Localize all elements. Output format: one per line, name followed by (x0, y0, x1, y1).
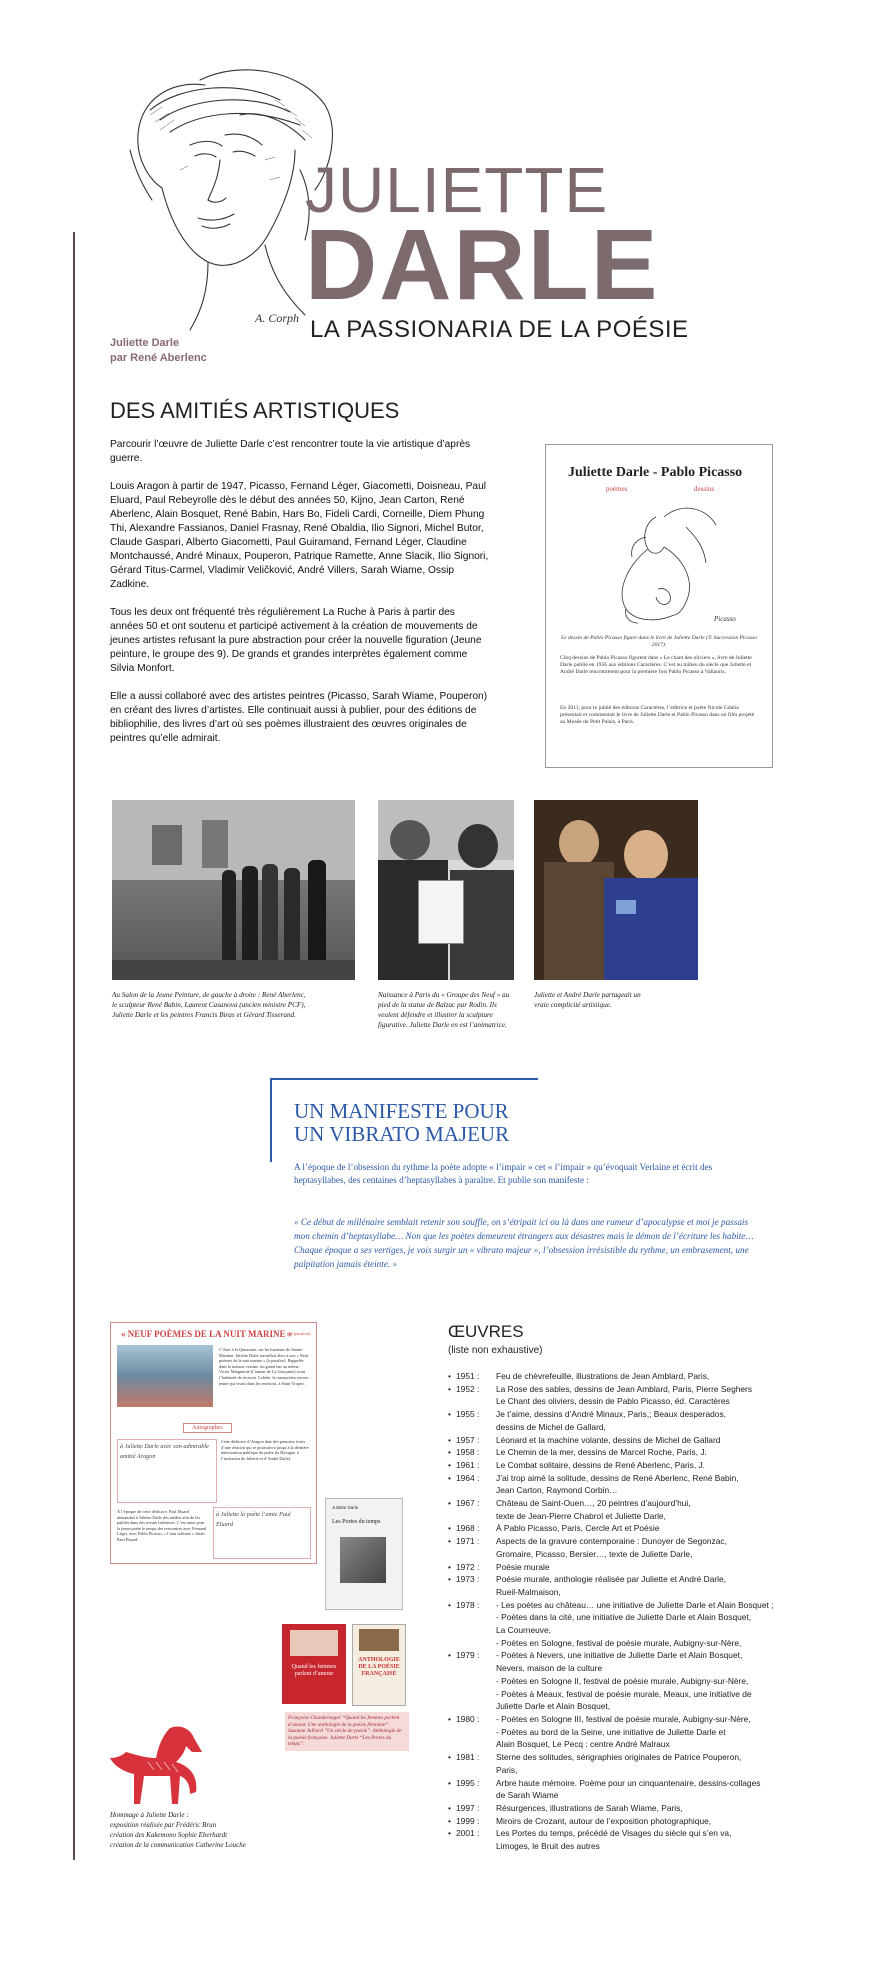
nuit-card-tag: (1ʳᵉ parution) (287, 1331, 311, 1336)
picasso-caption-p1: Cinq dessins de Pablo Picasso figurent dans « Le chant des oliviers », livre de Juliette Darle publié en 1956 aux éditions Caractères. C’est au milieu du siècle que Juliette et André Darle rencontrèrent pour la première fois Pablo Picasso à Vallauris. (560, 655, 752, 675)
oeuvre-year (456, 1548, 496, 1561)
oeuvre-text: Sterne des solitudes, sérigraphies originales de Patrice Pouperon, (496, 1752, 742, 1763)
oeuvre-text: - Poètes en Sologne II, festival de poésie murale, Aubigny-sur-Nère, (496, 1675, 749, 1686)
salon-photo-caption: Au Salon de la Jeune Peinture, de gauche à droite : René Aberlenc, le sculpteur René Babin, Laurent Casanova (ancien ministre PCF), Juliette Darle et les peintres Francis Biras et Gérard Tisserand. (112, 991, 306, 1019)
oeuvre-item (448, 1840, 788, 1853)
portrait-caption-author: par René Aberlenc (110, 352, 207, 364)
oeuvre-text: Arbre haute mémoire. Poème pour un cinquantenaire, dessins-collages (496, 1777, 761, 1788)
oeuvre-item (448, 1713, 788, 1726)
oeuvre-text: La Rose des sables, dessins de Jean Amblard, Paris, Pierre Seghers (496, 1383, 753, 1394)
oeuvre-year: 1979 : (456, 1650, 480, 1661)
bullet-icon: • (448, 1472, 451, 1483)
oeuvre-year (456, 1726, 496, 1739)
oeuvre-text: Juliette Darle et Alain Bosquet, (496, 1701, 611, 1712)
picasso-card-poems-label: poèmes (606, 485, 628, 493)
credits-line: création de la communication Catherine Louche (110, 1841, 246, 1849)
oeuvre-item (448, 1599, 788, 1612)
book-anthologie (352, 1624, 406, 1706)
bullet-icon (448, 1395, 456, 1408)
section-heading: DES AMITIÉS ARTISTIQUES (110, 398, 400, 423)
oeuvre-year (456, 1637, 496, 1650)
nuit-card-autographs-label: Autographes (183, 1423, 232, 1433)
books-caption: Françoise Chandernagor “Quand les femmes parlent d’amour. Une anthologie de la poésie féminine” Suzanne Julliard “Un siècle de poésie”. Anthologie de la poésie française. Juliette Darle “Les Portes du temps”. (285, 1712, 409, 1751)
oeuvre-text: Aspects de la gravure contemporaine : Dunoyer de Segonzac, (496, 1536, 727, 1547)
bullet-icon: • (448, 1777, 451, 1788)
bullet-icon: • (448, 1536, 451, 1547)
bullet-icon (448, 1548, 456, 1561)
oeuvre-text: Les Portes du temps, précédé de Visages du siècle qui s’en va, (496, 1828, 732, 1839)
oeuvre-item (448, 1522, 788, 1535)
manifesto-heading (294, 1100, 509, 1146)
bullet-icon: • (448, 1752, 451, 1763)
book1-author: Juliette Darle (332, 1505, 359, 1510)
oeuvre-item (448, 1370, 788, 1383)
oeuvre-text: Château de Saint-Ouen…, 20 peintres d’aujourd’hui, (496, 1498, 691, 1509)
oeuvre-year: 1958 : (456, 1447, 480, 1458)
oeuvre-text: Poésie murale, anthologie réalisée par Juliette et André Darle, (496, 1574, 726, 1585)
oeuvre-item (448, 1383, 788, 1396)
bullet-icon (448, 1738, 456, 1751)
oeuvre-item (448, 1510, 788, 1523)
title-last-name: DARLE (305, 209, 660, 321)
bullet-icon: • (448, 1574, 451, 1585)
manifesto-heading-line1: UN MANIFESTE POUR (294, 1099, 509, 1123)
nuit-card-title: « NEUF POÈMES DE LA NUIT MARINE » (121, 1329, 293, 1339)
title-first-name: JULIETTE (305, 154, 609, 226)
oeuvre-year: 1957 : (456, 1434, 480, 1445)
bullet-icon (448, 1586, 456, 1599)
oeuvre-item (448, 1751, 788, 1764)
bullet-icon (448, 1726, 456, 1739)
salon-photo (112, 800, 355, 980)
oeuvre-year: 1952 : (456, 1383, 480, 1394)
oeuvre-year: 1951 : (456, 1371, 480, 1381)
red-horse-image (100, 1718, 210, 1806)
section-body (110, 438, 490, 760)
page-subtitle: LA PASSIONARIA DE LA POÉSIE (310, 316, 689, 343)
oeuvre-text: Rueil-Malmaison, (496, 1586, 561, 1597)
oeuvre-item (448, 1548, 788, 1561)
oeuvre-text: Léonard et la machine volante, dessins de Michel de Gallard (496, 1434, 721, 1445)
oeuvre-item (448, 1586, 788, 1599)
oeuvre-text: Le Chant des oliviers, dessin de Pablo Picasso, éd. Caractères (496, 1396, 730, 1407)
groupe-des-neuf-photo (378, 800, 514, 980)
oeuvre-year (456, 1586, 496, 1599)
oeuvre-year (456, 1611, 496, 1624)
oeuvre-text: Le Chemin de la mer, dessins de Marcel Roche, Paris, J. (496, 1447, 707, 1458)
oeuvre-year: 1955 : (456, 1409, 480, 1420)
oeuvre-text: texte de Jean-Pierre Chabrol et Juliette Darle, (496, 1510, 666, 1521)
oeuvre-year: 1971 : (456, 1536, 480, 1547)
bullet-icon: • (448, 1650, 451, 1661)
manifesto-heading-line2: UN VIBRATO MAJEUR (294, 1122, 510, 1146)
picasso-caption-p2: En 2011, pour le jubilé des éditions Caractères, l’éditrice et poète Nicole Gdalia présentait et commentait le livre de Juliette Darle et Pablo Picasso dans un film projeté au Musée du Petit Palais, à Paris. (560, 705, 755, 725)
oeuvre-year: 1968 : (456, 1523, 480, 1534)
oeuvre-item (448, 1459, 788, 1472)
oeuvre-text: Alain Bosquet, Le Pecq : centre André Malraux (496, 1739, 670, 1750)
nuit-card-text2: Cette dédicace d’Aragon date des premiers écrits d’une relation qui se poursuivra jusqu’à la dernière intervention publique du poète (la Bologne, à l’invitation de Juliette et d’André Darle). (221, 1439, 309, 1461)
oeuvre-item (448, 1777, 788, 1790)
bullet-icon: • (448, 1447, 451, 1458)
picasso-card-drawings-label: dessins (694, 485, 715, 493)
oeuvre-item (448, 1738, 788, 1751)
bullet-icon: • (448, 1409, 451, 1420)
bullet-icon: • (448, 1815, 451, 1826)
oeuvre-year: 1995 : (456, 1777, 480, 1788)
book-quand-les-femmes (282, 1624, 346, 1704)
oeuvre-item (448, 1764, 788, 1777)
nuit-card-text1: C’était à la Quintonia, sur les hauteurs de Sainte-Maxime. Juliette Darle travaillait alors à son « Neuf poèmes de la nuit marine » (à paraître). Rappelée dans la maison voisine, un grand bar au même, Victor Marguerite (l’auteur de La Garçonne) avait l’habitude de recevoir Colette, la romancière encore jeune qui vivait dans les environs, à Saint-Tropez. (219, 1347, 309, 1386)
oeuvre-text: Gromaire, Picasso, Bersier…, texte de Juliette Darle, (496, 1548, 693, 1559)
groupe-des-neuf-caption: Naissance à Paris du « Groupe des Neuf » au pied de la statue de Balzac par Rodin. Ils veulent défendre et illustrer la sculpture figurative. Juliette Darle en est l’animatrice. (378, 991, 510, 1029)
bullet-icon (448, 1764, 456, 1777)
oeuvre-year: 1981 : (456, 1752, 480, 1763)
oeuvre-item (448, 1662, 788, 1675)
oeuvre-text: - Poètes dans la cité, une initiative de Juliette Darle et Alain Bosquet, (496, 1612, 752, 1623)
bullet-icon (448, 1688, 456, 1701)
oeuvre-year: 1980 : (456, 1713, 480, 1724)
oeuvre-text: - Poètes en Sologne III, festival de poésie murale, Aubigny-sur-Nère, (496, 1713, 751, 1724)
paragraph: Tous les deux ont fréquenté très régulièrement La Ruche à Paris à partir des années 50 et ont soutenu et participé activement à la création de mouvements de jeunes artistes refusant la pure abstraction pour créer la nouvelle figuration (Jeune peinture, le groupe des 9). De grands et grandes interprètes également comme Silvia Monfort. (110, 607, 482, 674)
oeuvre-year (456, 1675, 496, 1688)
bullet-icon (448, 1662, 456, 1675)
oeuvre-item (448, 1675, 788, 1688)
oeuvre-text: dessins de Michel de Gallard, (496, 1421, 606, 1432)
oeuvre-item (448, 1688, 788, 1701)
portrait-signature: A. Corph (255, 311, 300, 325)
credits-line: exposition réalisée par Frédéric Brun (110, 1821, 217, 1829)
oeuvre-item (448, 1408, 788, 1421)
oeuvre-year (456, 1662, 496, 1675)
oeuvre-year: 1961 : (456, 1459, 480, 1470)
book3-title: ANTHOLOGIE DE LA POÉSIE FRANÇAISE (358, 1657, 400, 1677)
bullet-icon: • (448, 1523, 451, 1534)
oeuvre-year (456, 1840, 496, 1853)
bullet-icon: • (448, 1383, 451, 1394)
oeuvre-item (448, 1802, 788, 1815)
vertical-rule (73, 232, 75, 1860)
nuit-card-photo (117, 1345, 213, 1407)
oeuvre-text: J’ai trop aimé la solitude, dessins de René Aberlenc, René Babin, (496, 1472, 739, 1483)
oeuvres-subheading: (liste non exhaustive) (448, 1345, 543, 1356)
oeuvre-text: Résurgences, illustrations de Sarah Wiame, Paris, (496, 1802, 683, 1813)
oeuvre-item (448, 1611, 788, 1624)
credits-line: Hommage à Juliette Darle : (110, 1811, 189, 1819)
nuit-card-text3: À l’époque de cette dédicace, Paul Eluard demandait à Juliette Darle des inédits afin de les publier dans des revues littéraires. C’est aussi pour la jeune poète le temps des rencontres avec Fernand Léger, avec Pablo Picasso, « l’ami solitaire » disait Paul Eluard. (117, 1509, 207, 1542)
oeuvre-text: Limoges, le Bruit des autres (496, 1841, 600, 1852)
picasso-caption-small: Le dessin de Pablo Picasso figure dans le livre de Juliette Darle (© Succession Picasso 2017). (561, 635, 757, 648)
bullet-icon: • (448, 1561, 451, 1572)
oeuvre-item (448, 1637, 788, 1650)
oeuvre-text: - Poètes en Sologne, festival de poésie murale, Aubigny-sur-Nère, (496, 1637, 742, 1648)
oeuvre-item (448, 1726, 788, 1739)
oeuvre-year (456, 1764, 496, 1777)
oeuvre-item (448, 1472, 788, 1485)
book2-title: Quand les femmes parlent d’amour (291, 1664, 337, 1677)
bullet-icon: • (448, 1599, 451, 1610)
picasso-card-title: Juliette Darle - Pablo Picasso (568, 465, 743, 480)
manifesto-quote: « Ce début de millénaire semblait retenir son souffle, on s’étripait ici ou là dans une rumeur d’apocalypse et moi je passais mon chemin d’heptasyllabe… Non que les poètes demeurent étrangers aux désastres mais le démon de l’écriture les habite… Chaque époque a ses vertiges, je vois surgir un « vibrato majeur », l’obsession irrésistible du rythme, un embrasement, une palpitation jamais éteinte. » (294, 1217, 754, 1269)
oeuvre-text: Le Combat solitaire, dessins de René Aberlenc, Paris, J. (496, 1459, 706, 1470)
oeuvre-item (448, 1446, 788, 1459)
bullet-icon: • (448, 1498, 451, 1509)
bullet-icon: • (448, 1802, 451, 1813)
oeuvre-text: - Les poètes au château… une initiative de Juliette Darle et Alain Bosquet ; (496, 1599, 774, 1610)
oeuvre-item (448, 1789, 788, 1802)
book1-title: Les Portes du temps (332, 1519, 381, 1525)
bullet-icon (448, 1421, 456, 1434)
bullet-icon (448, 1484, 456, 1497)
oeuvre-year: 1999 : (456, 1815, 480, 1826)
bullet-icon (448, 1789, 456, 1802)
oeuvre-text: Jean Carton, Raymond Corbin… (496, 1485, 618, 1496)
bullet-icon (448, 1700, 456, 1713)
portrait-caption-name: Juliette Darle (110, 337, 180, 349)
oeuvre-item (448, 1700, 788, 1713)
bullet-icon (448, 1675, 456, 1688)
oeuvre-item (448, 1561, 788, 1574)
oeuvre-text: Paris, (496, 1764, 518, 1775)
oeuvre-year (456, 1395, 496, 1408)
oeuvre-text: À Pablo Picasso, Paris, Cercle Art et Poésie (496, 1523, 660, 1534)
credits (110, 1810, 246, 1850)
oeuvre-year (456, 1789, 496, 1802)
oeuvre-year (456, 1510, 496, 1523)
oeuvre-text: Feu de chèvrefeuille, illustrations de Jean Amblard, Paris, (496, 1371, 710, 1381)
oeuvre-year (456, 1484, 496, 1497)
oeuvre-item (448, 1497, 788, 1510)
oeuvre-year: 1978 : (456, 1599, 480, 1610)
oeuvre-text: Je t’aime, dessins d’André Minaux, Paris,; Beaux desperados, (496, 1409, 726, 1420)
oeuvre-year (456, 1688, 496, 1701)
juliette-andre-photo (534, 800, 698, 980)
oeuvre-item (448, 1624, 788, 1637)
oeuvre-item (448, 1434, 788, 1447)
paragraph: Parcourir l’œuvre de Juliette Darle c’est rencontrer toute la vie artistique d’après guerre. (110, 439, 471, 464)
oeuvre-year: 1972 : (456, 1561, 480, 1572)
bullet-icon: • (448, 1828, 451, 1839)
nuit-marine-card (110, 1322, 317, 1564)
portrait-caption (110, 336, 207, 366)
bullet-icon (448, 1611, 456, 1624)
bullet-icon (448, 1624, 456, 1637)
bullet-icon: • (448, 1713, 451, 1724)
picasso-book-card (545, 444, 773, 768)
bullet-icon: • (448, 1434, 451, 1445)
oeuvre-item (448, 1421, 788, 1434)
picasso-drawing-image (586, 497, 736, 627)
oeuvre-text: Miroirs de Crozant, autour de l’exposition photographique, (496, 1815, 712, 1826)
paragraph: Elle a aussi collaboré avec des artistes peintres (Picasso, Sarah Wiame, Pouperon) en créant des livres d’artistes. Elle continuait aussi à publier, pour des éditions de bibliophilie, des livres d’art où ses poèmes illustraient des œuvres originales de peintres qu’elle admirait. (110, 691, 488, 744)
oeuvre-text: Poésie murale (496, 1561, 550, 1572)
oeuvre-item (448, 1649, 788, 1662)
oeuvre-year (456, 1624, 496, 1637)
oeuvres-list (448, 1370, 788, 1853)
manifesto-intro: A l’époque de l’obsession du rythme la poète adopte « l’impair » cet « l’impair » qu’évoquait Verlaine et écrit des heptasyllabes, des centaines d’heptasyllabes à paraître. Et publie son manifeste : (294, 1162, 713, 1185)
oeuvre-text: - Poètes à Meaux, festival de poésie murale, Meaux, une initiative de (496, 1688, 752, 1699)
oeuvre-year: 2001 : (456, 1828, 480, 1839)
oeuvres-heading: ŒUVRES (448, 1322, 524, 1341)
oeuvre-item (448, 1484, 788, 1497)
aragon-autograph: à Juliette Darle avec son admirable amitié Aragon (117, 1439, 217, 1503)
bullet-icon: • (448, 1459, 451, 1470)
oeuvre-text: La Courneuve, (496, 1625, 551, 1636)
credits-line: création des Kakemono Sophie Eberhardt (110, 1831, 228, 1839)
picasso-signature: Picasso (714, 615, 736, 623)
bullet-icon (448, 1510, 456, 1523)
oeuvre-text: Nevers, maison de la culture (496, 1663, 603, 1674)
oeuvre-item (448, 1827, 788, 1840)
oeuvre-text: de Sarah Wiame (496, 1790, 559, 1801)
oeuvre-year (456, 1700, 496, 1713)
book-portes-du-temps (325, 1498, 403, 1610)
oeuvre-item (448, 1395, 788, 1408)
juliette-andre-caption: Juliette et André Darle partageait un vraie complicité artistique. (534, 991, 641, 1009)
oeuvre-item (448, 1535, 788, 1548)
oeuvre-text: - Poètes à Nevers, une initiative de Juliette Darle et Alain Bosquet, (496, 1650, 743, 1661)
oeuvre-text: - Poètes au bord de la Seine, une initiative de Juliette Darle et (496, 1726, 726, 1737)
oeuvre-year: 1997 : (456, 1802, 480, 1813)
eluard-autograph: à Juliette la poète l’amie Paul Eluard (213, 1507, 311, 1559)
bullet-icon: • (448, 1371, 451, 1381)
bullet-icon (448, 1840, 456, 1853)
oeuvre-item (448, 1815, 788, 1828)
oeuvre-year: 1967 : (456, 1498, 480, 1509)
oeuvre-item (448, 1573, 788, 1586)
paragraph: Louis Aragon à partir de 1947, Picasso, Fernand Léger, Giacometti, Doisneau, Paul Eluard, Paul Rebeyrolle dès le début des années 50, Kijno, Jean Carton, René Aberlenc, Alain Bosquet, René Babin, Hars Bo, Fideli Cardi, Corneille, Diem Phung Thi, Alexandre Fassianos, Daniel Frasnay, René Obaldia, Ilio Signori, Michel Butor, Claude Gaspari, Alberto Giacometti, Paul Guiramand, Fernand Léger, Claudine Montchaussé, André Minaux, Pouperon, Patrique Ramette, Anne Slacik, Ilio Signori, Gérard Titus-Carmel, Vladimir Veličković, André Villers, Sarah Wiame, Ossip Zadkine. (110, 481, 489, 590)
oeuvre-year: 1964 : (456, 1472, 480, 1483)
oeuvre-year: 1973 : (456, 1574, 480, 1585)
oeuvre-year (456, 1421, 496, 1434)
oeuvre-year (456, 1738, 496, 1751)
bullet-icon (448, 1637, 456, 1650)
